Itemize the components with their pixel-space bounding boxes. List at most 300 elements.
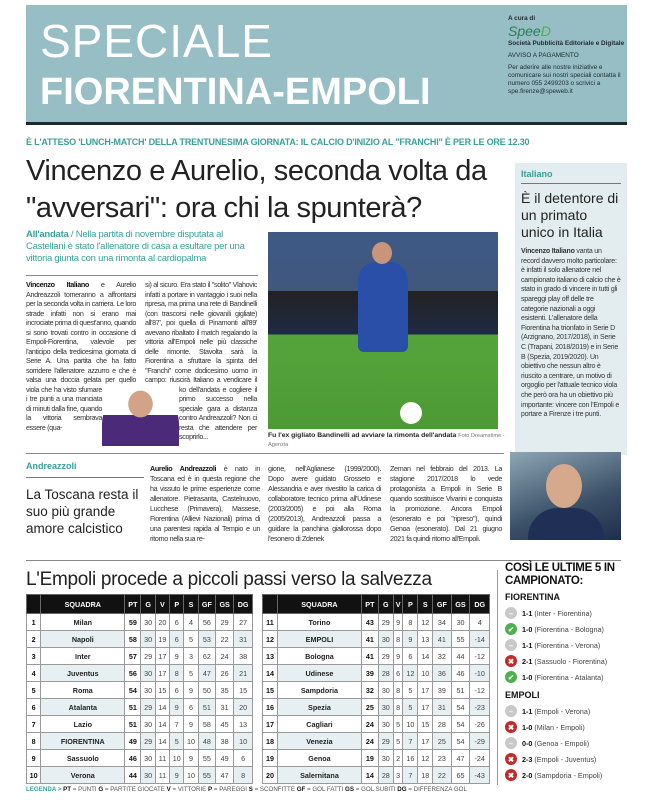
stat-cell: 32	[361, 682, 378, 699]
stat-cell: 22	[433, 767, 451, 784]
team-name: Torino	[277, 614, 361, 631]
table-header-row	[263, 595, 490, 614]
team-name: Bologna	[277, 648, 361, 665]
column-header: V	[393, 595, 403, 614]
stat-cell: 54	[451, 716, 470, 733]
stat-cell: 11	[263, 614, 278, 631]
legend-key: GS	[345, 786, 354, 793]
stat-cell: 14	[155, 699, 169, 716]
legend-key: G	[98, 786, 104, 793]
a-cura-di: A cura di	[508, 15, 536, 22]
column-header	[263, 595, 278, 614]
stat-cell: 3	[27, 648, 41, 665]
stat-cell: 51	[125, 716, 141, 733]
legend-value: PAREGGI	[219, 786, 247, 793]
stat-cell: 1	[27, 614, 41, 631]
team-name: Milan	[41, 614, 125, 631]
stat-cell: 15	[155, 682, 169, 699]
divider	[26, 275, 258, 276]
legend-key: DG	[397, 786, 407, 793]
stat-cell: 9	[184, 682, 198, 699]
stat-cell: 10	[418, 665, 433, 682]
stat-cell: 31	[433, 699, 451, 716]
stat-cell: 5	[170, 733, 184, 750]
legend: LEGENDA > PT = PUNTI G = PARTITE GIOCATE V = VITTORIE P = PAREGGI S = SCONFITTE GF = GOL FATTI GS = GOL SUBITI DG = DIFFERENZA GOL	[26, 786, 467, 793]
stat-cell: 38	[216, 733, 234, 750]
stat-cell: 9	[184, 750, 198, 767]
article-col2: si) al sicuro. Era stato il "solito" Vlahovic infatti a portare in vantaggio i suoi nella ripresa, ma prima una rete di Bandinelli (con trascorsi nelle giovanili gigliate) all'87', poi quella di Pinamonti all'89' avevano ribaltato il match regalando la vittoria all'Empoli nelle più classiche delle rimonte. Stavolta sarà la Fiorentina a sfruttare la spinta del "Franchi" come dodicesimo uomo in campo: riuscirà Italiano a vendicare il ko dell'andata e cogliere il primo successo nella speciale gara a distanza contro Andreazzoli? Non ci resta che attendere per scoprirlo...	[145, 280, 257, 446]
stat-cell: 5	[184, 665, 198, 682]
team-name: Spezia	[277, 699, 361, 716]
stat-cell: 14	[361, 767, 378, 784]
stat-cell: 19	[361, 750, 378, 767]
contact-text: Per aderire alle nostre iniziative e comunicare sui nostri speciali contatta il numero 055 2499203 o scrivici a spe.firenze@speweb.it	[508, 64, 621, 95]
stat-cell: 31	[216, 699, 234, 716]
stat-cell: 56	[125, 665, 141, 682]
stat-cell: 29	[141, 648, 155, 665]
team-name: Verona	[41, 767, 125, 784]
score: 1-0	[522, 722, 533, 732]
column-header: GF	[198, 595, 215, 614]
results-title: COSÌ LE ULTIME 5 IN CAMPIONATO:	[505, 562, 615, 587]
standings-table-2	[262, 594, 490, 784]
draw-icon: –	[505, 607, 517, 619]
loss-icon: ✖	[505, 721, 517, 733]
stat-cell: 28	[378, 665, 393, 682]
stat-cell: 30	[141, 750, 155, 767]
article-col1: Vincenzo Italiano e Aurelio Andreazzoli torneranno a affrontarsi per la seconda volta in carriera. Le loro strade infatti non si erano mai incrociate prima di quest'anno, quando si sono trovati contro in occasione di Empoli-Fiorentina, valevole per l'anticipo della tredicesima giornata di Serie A. Una partita che ha fatto sorridere l'allenatore azzurro e che è valsa una doccia gelata per quello viola che ha visto sfumare i tre punti a una manciata di minuti dalla fine, quando la vittoria sembrava essere (qua-	[26, 280, 136, 446]
stat-cell: 32	[433, 648, 451, 665]
stat-cell: 29	[378, 648, 393, 665]
column-header: GS	[216, 595, 234, 614]
table-row	[27, 665, 253, 682]
stat-cell: 8	[27, 733, 41, 750]
stat-cell: 29	[141, 699, 155, 716]
stat-cell: 30	[378, 716, 393, 733]
column-header: G	[378, 595, 393, 614]
legend-value: GOL SUBITI	[361, 786, 396, 793]
stat-cell: 14	[263, 665, 278, 682]
stat-cell: 6	[234, 750, 253, 767]
stat-cell: 31	[234, 631, 253, 648]
stat-cell: 12	[418, 750, 433, 767]
stat-cell: 6	[393, 665, 403, 682]
results-team-name: EMPOLI	[505, 690, 540, 700]
legend-key: GF	[296, 786, 306, 793]
stat-cell: 12	[403, 665, 418, 682]
stat-cell: -23	[470, 699, 490, 716]
stat-cell: 15	[418, 716, 433, 733]
stat-cell: 41	[433, 631, 451, 648]
andreazzoli-title: La Toscana resta il suo più grande amore calcistico	[26, 487, 139, 536]
divider	[26, 453, 504, 454]
stat-cell: 5	[393, 716, 403, 733]
score: 1-1	[522, 640, 533, 650]
stat-cell: 11	[155, 750, 169, 767]
stat-cell: 8	[393, 631, 403, 648]
column-header: PT	[125, 595, 141, 614]
publisher-info	[508, 15, 626, 96]
stat-cell: 44	[125, 767, 141, 784]
stat-cell: 9	[393, 648, 403, 665]
stat-cell: 17	[418, 682, 433, 699]
legend-value: DIFFERENZA GOL	[413, 786, 467, 793]
match: (Sassuolo - Fiorentina)	[534, 656, 608, 666]
stat-cell: 30	[378, 750, 393, 767]
stat-cell: 49	[216, 750, 234, 767]
last-five-results	[505, 562, 643, 783]
stat-cell: -12	[470, 682, 490, 699]
stat-cell: 30	[141, 767, 155, 784]
score: 1-1	[522, 608, 533, 618]
stat-cell: 53	[198, 631, 215, 648]
stat-cell: 30	[378, 682, 393, 699]
stat-cell: 9	[27, 750, 41, 767]
score: 1-1	[522, 706, 533, 716]
table-row	[263, 750, 490, 767]
stat-cell: 55	[451, 631, 470, 648]
legend-label: LEGENDA >	[26, 786, 62, 793]
stat-cell: 7	[170, 716, 184, 733]
stat-cell: 19	[263, 750, 278, 767]
stat-cell: 3	[184, 648, 198, 665]
stat-cell: 16	[403, 750, 418, 767]
stat-cell: 10	[403, 716, 418, 733]
stat-cell: 35	[216, 682, 234, 699]
table-row	[27, 699, 253, 716]
legend-key: P	[208, 786, 213, 793]
stat-cell: -29	[470, 733, 490, 750]
team-name: Atalanta	[41, 699, 125, 716]
match: (Fiorentina - Verona)	[534, 640, 601, 650]
score: 1-0	[522, 624, 533, 634]
stat-cell: 30	[378, 631, 393, 648]
team-name: Lazio	[41, 716, 125, 733]
team-name: EMPOLI	[277, 631, 361, 648]
column-header: P	[170, 595, 184, 614]
stat-cell: 58	[198, 716, 215, 733]
andreazzoli-col1: Aurelio Andreazzoli è nato in Toscana ed è in questa regione che ha vissuto le prime esperienze come allenatore. Pietrasanta, Castelnuovo, Lucchese (Primavera), Massese, Fiorentina (Allievi Nazionali) prima di una parentesi rapida al Tempio e un ritorno nella sua re-	[150, 464, 260, 543]
team-name: Genoa	[277, 750, 361, 767]
stat-cell: 10	[27, 767, 41, 784]
stat-cell: 14	[155, 733, 169, 750]
score: 0-0	[522, 738, 533, 748]
stat-cell: 2	[27, 631, 41, 648]
legend-value: VITTORIE	[177, 786, 207, 793]
column-header: S	[184, 595, 198, 614]
stat-cell: -12	[470, 648, 490, 665]
loss-icon: ✖	[505, 655, 517, 667]
win-icon: ✔	[505, 671, 517, 683]
stat-cell: 55	[198, 750, 215, 767]
photo-wrap-area	[145, 390, 179, 446]
table-row	[27, 750, 253, 767]
team-name: Sassuolo	[41, 750, 125, 767]
match: (Sampdoria - Empoli)	[534, 770, 603, 780]
result-row	[505, 767, 643, 783]
score: 2-3	[522, 754, 533, 764]
stat-cell: 19	[155, 631, 169, 648]
legend-value: PUNTI	[78, 786, 97, 793]
stat-cell: 4	[27, 665, 41, 682]
header-title-line1: SPECIALE	[40, 15, 273, 67]
stat-cell: 8	[403, 614, 418, 631]
table-row	[263, 699, 490, 716]
stat-cell: 46	[125, 750, 141, 767]
stat-cell: 6	[403, 648, 418, 665]
stat-cell: 17	[418, 733, 433, 750]
stat-cell: 11	[155, 767, 169, 784]
team-name: Sampdoria	[277, 682, 361, 699]
stat-cell: 17	[263, 716, 278, 733]
stat-cell: 17	[418, 699, 433, 716]
sidebar-title: È il detentore di un primato unico in Italia	[521, 190, 619, 240]
win-icon: ✔	[505, 623, 517, 635]
andreazzoli-col2: gione, nell'Aglianese (1999/2000). Dopo avere guidato Grosseto e Alessandria e aver rivestito la carica di collaboratore tecnico prima all'Udinese (2003/2005) e poi alla Roma (2005/2013), Andreazzoli passa a guidare la panchina giallorossa dopo l'esonero di Zdenek	[268, 464, 381, 543]
score: 1-0	[522, 672, 533, 682]
stat-cell: 24	[216, 648, 234, 665]
stat-cell: 4	[470, 614, 490, 631]
score: 2-1	[522, 656, 533, 666]
company-name: Società Pubblicità Editoriale e Digitale	[508, 40, 625, 47]
stat-cell: 8	[234, 767, 253, 784]
stat-cell: 57	[125, 648, 141, 665]
column-header: SQUADRA	[277, 595, 361, 614]
result-row	[505, 703, 643, 719]
table-row	[27, 614, 253, 631]
column-header: GF	[433, 595, 451, 614]
stat-cell: 10	[184, 767, 198, 784]
results-team-name: FIORENTINA	[505, 592, 560, 602]
sidebar-body: Vincenzo Italiano vanta un record davvero molto particolare: è infatti il solo allenatore nel campionato italiano di calcio che è stato in grado di vincere in tutti gli spareggi play off delle tre categorie nazionali a oggi esistenti. L'allenatore della Fiorentina ha trionfato in Serie D (Arzignano, 2017/2018), in Serie C (Trapani, 2018/2019) e in Serie B (Spezia, 2019/2020). Un obiettivo che nessun altro è riuscito a centrare, un motivo di orgoglio per l'attuale tecnico viola che però ora ha un obiettivo più importante: vincere con l'Empoli e portare a Firenze i tre punti.	[521, 248, 621, 419]
sidebar-italiano	[515, 163, 627, 455]
stat-cell: 48	[198, 733, 215, 750]
stat-cell: 30	[141, 682, 155, 699]
stat-cell: 18	[263, 733, 278, 750]
stat-cell: 22	[216, 631, 234, 648]
stat-cell: 8	[170, 665, 184, 682]
stat-cell: 47	[216, 767, 234, 784]
stat-cell: 45	[216, 716, 234, 733]
bandinelli-photo	[268, 232, 498, 429]
legend-key: PT	[63, 786, 72, 793]
loss-icon: ✖	[505, 769, 517, 781]
stat-cell: 17	[155, 665, 169, 682]
stat-cell: 7	[403, 767, 418, 784]
team-name: Udinese	[277, 665, 361, 682]
column-header: DG	[234, 595, 253, 614]
stat-cell: 44	[451, 648, 470, 665]
stat-cell: 25	[361, 699, 378, 716]
stat-cell: 62	[198, 648, 215, 665]
stat-cell: 2	[393, 750, 403, 767]
stat-cell: 14	[418, 648, 433, 665]
stat-cell: 56	[198, 614, 215, 631]
stat-cell: 14	[155, 716, 169, 733]
header-title-line2: FIORENTINA-EMPOLI	[40, 71, 431, 113]
team-name: Inter	[41, 648, 125, 665]
result-row	[505, 621, 643, 637]
stat-cell: 5	[403, 682, 418, 699]
stat-cell: 6	[170, 631, 184, 648]
stat-cell: 27	[234, 614, 253, 631]
stat-cell: -14	[470, 631, 490, 648]
stat-cell: 28	[378, 767, 393, 784]
table-row	[263, 631, 490, 648]
stat-cell: 5	[393, 733, 403, 750]
stat-cell: 10	[234, 733, 253, 750]
table-row	[263, 733, 490, 750]
team-name: Salernitana	[277, 767, 361, 784]
table-row	[27, 733, 253, 750]
standings-table-1	[26, 594, 253, 784]
stat-cell: 30	[141, 631, 155, 648]
stat-cell: 12	[418, 614, 433, 631]
team-name: Napoli	[41, 631, 125, 648]
table-row	[27, 716, 253, 733]
team-name: FIORENTINA	[41, 733, 125, 750]
standings-title: L'Empoli procede a piccoli passi verso la salvezza	[26, 569, 432, 590]
stat-cell: 28	[433, 716, 451, 733]
legend-value: SCONFITTE	[259, 786, 295, 793]
match: (Empoli - Juventus)	[534, 754, 597, 764]
stat-cell: 8	[393, 699, 403, 716]
subhead: All'andata / Nella partita di novembre disputata al Castellani è stato l'allenatore di casa a esultare per una vittoria giunta con una rimonta al cardiopalma	[26, 229, 245, 264]
stat-cell: 29	[378, 614, 393, 631]
speed-logo: SpeeD	[508, 23, 551, 39]
stat-cell: 20	[155, 614, 169, 631]
stat-cell: 18	[418, 767, 433, 784]
draw-icon: –	[505, 705, 517, 717]
stat-cell: 51	[198, 699, 215, 716]
loss-icon: ✖	[505, 753, 517, 765]
stat-cell: 54	[125, 682, 141, 699]
table-row	[263, 767, 490, 784]
stat-cell: 10	[184, 733, 198, 750]
match: (Fiorentina - Atalanta)	[534, 672, 604, 682]
team-name: Cagliari	[277, 716, 361, 733]
stat-cell: 47	[451, 750, 470, 767]
stat-cell: 5	[184, 631, 198, 648]
stat-cell: 9	[393, 614, 403, 631]
stat-cell: 16	[263, 699, 278, 716]
table-row	[263, 648, 490, 665]
score: 2-0	[522, 770, 533, 780]
stat-cell: 4	[184, 614, 198, 631]
stat-cell: 26	[216, 665, 234, 682]
stat-cell: 65	[451, 767, 470, 784]
header-banner	[26, 5, 627, 125]
stat-cell: 13	[418, 631, 433, 648]
andreazzoli-label: Andreazzoli	[26, 461, 144, 478]
stat-cell: 30	[141, 716, 155, 733]
stat-cell: 6	[184, 699, 198, 716]
photo-wrap-area	[102, 390, 136, 446]
stat-cell: 46	[451, 665, 470, 682]
match: (Empoli - Verona)	[534, 706, 591, 716]
stat-cell: 20	[263, 767, 278, 784]
stat-cell: 24	[361, 716, 378, 733]
stat-cell: 8	[393, 682, 403, 699]
stat-cell: 6	[170, 614, 184, 631]
stat-cell: -26	[470, 716, 490, 733]
table-row	[263, 614, 490, 631]
stat-cell: 54	[451, 699, 470, 716]
table-row	[263, 716, 490, 733]
legend-key: S	[248, 786, 253, 793]
result-row	[505, 719, 643, 735]
result-row	[505, 751, 643, 767]
stat-cell: 30	[451, 614, 470, 631]
stat-cell: 30	[378, 699, 393, 716]
team-name: Roma	[41, 682, 125, 699]
stat-cell: 34	[433, 614, 451, 631]
stat-cell: 25	[433, 733, 451, 750]
stat-cell: 23	[433, 750, 451, 767]
table-row	[27, 631, 253, 648]
table-row	[27, 682, 253, 699]
column-header: G	[141, 595, 155, 614]
stat-cell: -10	[470, 665, 490, 682]
stat-cell: 5	[403, 699, 418, 716]
stat-cell: 3	[393, 767, 403, 784]
stat-cell: 47	[198, 665, 215, 682]
stat-cell: 15	[263, 682, 278, 699]
team-name: Juventus	[41, 665, 125, 682]
legend-key: V	[166, 786, 171, 793]
result-row	[505, 735, 643, 751]
stat-cell: 50	[198, 682, 215, 699]
stat-cell: 9	[170, 767, 184, 784]
stat-cell: 36	[433, 665, 451, 682]
match: (Fiorentina - Bologna)	[534, 624, 604, 634]
stat-cell: 29	[216, 614, 234, 631]
stat-cell: 17	[155, 648, 169, 665]
stat-cell: 29	[141, 733, 155, 750]
divider	[497, 570, 498, 785]
team-name: Venezia	[277, 733, 361, 750]
stat-cell: 51	[125, 699, 141, 716]
stat-cell: 9	[170, 699, 184, 716]
stat-cell: 9	[184, 716, 198, 733]
column-header: GS	[451, 595, 470, 614]
stat-cell: 30	[141, 614, 155, 631]
stat-cell: 51	[451, 682, 470, 699]
avviso: AVVISO A PAGAMENTO	[508, 52, 579, 59]
stat-cell: 41	[361, 631, 378, 648]
column-header: V	[155, 595, 169, 614]
andreazzoli-photo	[510, 452, 621, 540]
stat-cell: -24	[470, 750, 490, 767]
stat-cell: 55	[198, 767, 215, 784]
column-header: PT	[361, 595, 378, 614]
stat-cell: 7	[403, 733, 418, 750]
result-row	[505, 605, 643, 621]
column-header: P	[403, 595, 418, 614]
stat-cell: 9	[403, 631, 418, 648]
stat-cell: 13	[263, 648, 278, 665]
divider	[26, 560, 621, 561]
stat-cell: 59	[125, 614, 141, 631]
stat-cell: 7	[27, 716, 41, 733]
stat-cell: 43	[361, 614, 378, 631]
sidebar-label: Italiano	[521, 169, 621, 184]
result-row	[505, 637, 643, 653]
stat-cell: 13	[234, 716, 253, 733]
draw-icon: –	[505, 737, 517, 749]
andreazzoli-box	[26, 461, 144, 537]
match: (Milan - Empoli)	[534, 722, 585, 732]
